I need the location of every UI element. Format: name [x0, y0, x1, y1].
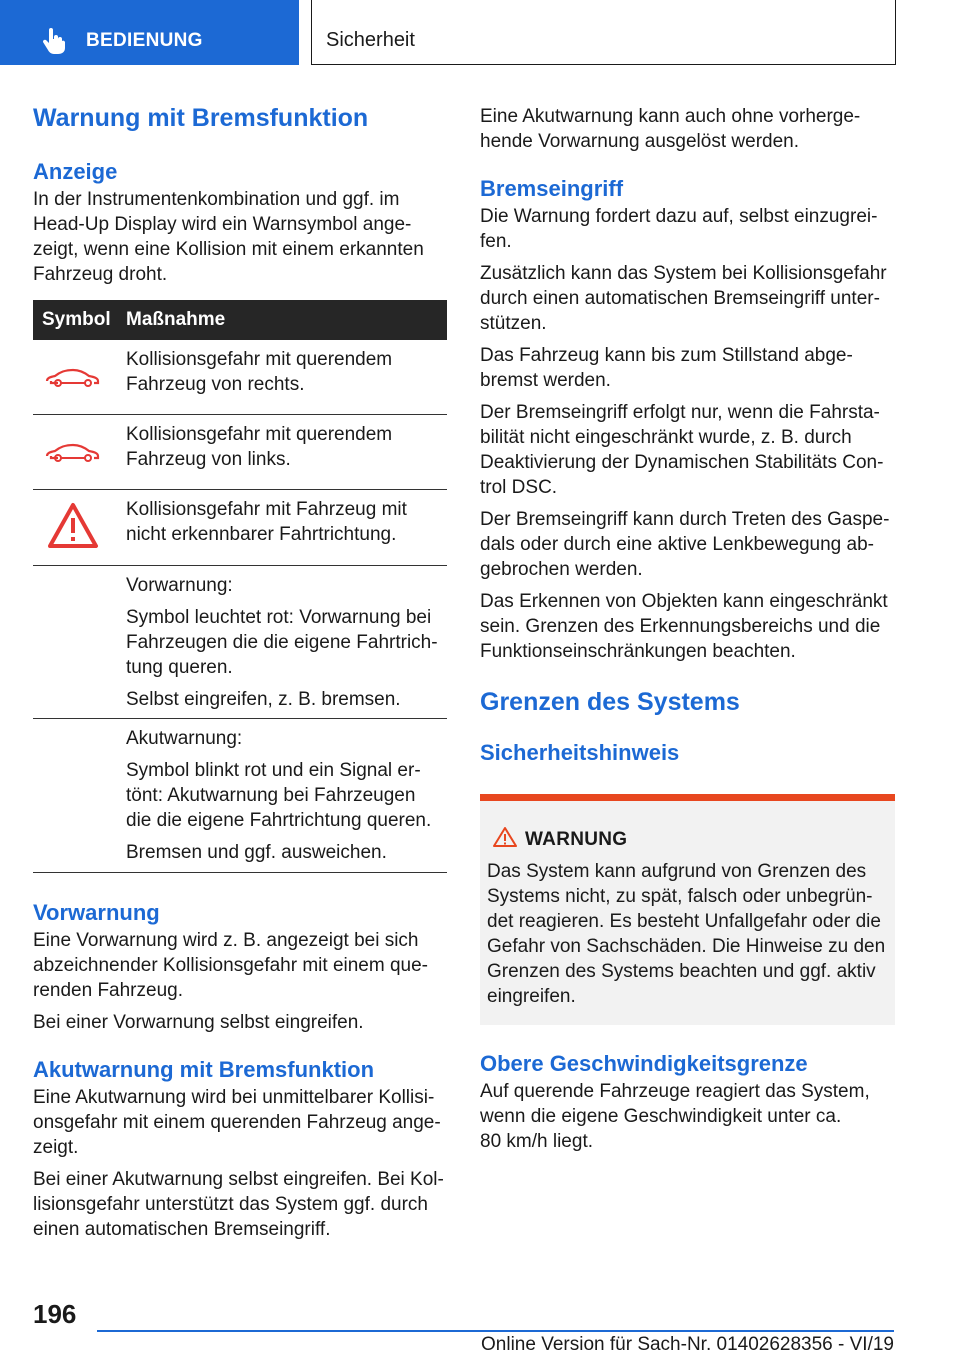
right-column-lower — [480, 1049, 895, 1154]
heading-sicherheitshinweis: Sicherheitshinweis — [480, 740, 680, 765]
table-row — [33, 415, 447, 490]
page-number: 196 — [33, 1299, 77, 1329]
heading-anzeige: Anzeige — [33, 159, 118, 184]
col-massnahme: Maßnahme — [126, 309, 226, 330]
right-column — [480, 104, 895, 768]
section-header — [311, 0, 896, 65]
brems-para-1: Die Warnung fordert dazu auf, selbst einzugrei- fen. — [480, 206, 878, 252]
brems-para-4: Der Bremseingriff erfolgt nur, wenn die Fahrsta- bilität nicht eingeschränkt wurde, z. B. durch Deaktivierung der Dynamischen Stabilitäts Con- trol DSC. — [480, 402, 884, 498]
hand-pointer-icon — [40, 27, 68, 55]
row-text: Akutwarnung: Symbol blinkt rot und ein Signal er- tönt: Akutwarnung bei Fahrzeugen die die eigene Fahrtrichtung queren. Bremsen und ggf. ausweichen. — [126, 728, 432, 863]
table-row — [33, 340, 447, 415]
brems-para-5: Der Bremseingriff kann durch Treten des Gaspe- dals oder durch eine aktive Lenkbewegung ab- gebrochen werden. — [480, 509, 890, 580]
table-header — [33, 300, 447, 340]
heading-grenzen: Grenzen des Systems — [480, 688, 740, 716]
footer-text: Online Version für Sach-Nr. 01402628356 - VI/19 — [481, 1334, 894, 1355]
row-text: Kollisionsgefahr mit querendem Fahrzeug von rechts. — [126, 349, 393, 395]
left-column — [33, 102, 447, 287]
warning-triangle-icon — [492, 826, 518, 848]
col-symbol: Symbol — [42, 309, 111, 330]
car-side-icon — [43, 360, 103, 390]
brems-para-6: Das Erkennen von Objekten kann eingeschränkt sein. Grenzen des Erkennungsbereichs und die Funktionseinschränkungen beachten. — [480, 591, 888, 662]
chapter-label: BEDIENUNG — [86, 30, 203, 51]
car-side-icon — [43, 435, 103, 465]
warning-triangle-icon — [47, 502, 99, 550]
table-row — [33, 719, 447, 873]
page-title: Warnung mit Bremsfunktion — [33, 104, 369, 132]
warning-text: Das System kann aufgrund von Grenzen des Systems nicht, zu spät, falsch oder unbegrün- det reagieren. Es besteht Unfallgefahr oder die Gefahr von Sachschäden. Die Hinweise zu den Grenzen des Systems beachten und ggf. aktiv eingreifen. — [487, 861, 886, 1007]
brems-para-2: Zusätzlich kann das System bei Kollisionsgefahr durch einen automatischen Bremseingriff unter- stützen. — [480, 263, 887, 334]
heading-obere-geschwindigkeit: Obere Geschwindigkeitsgrenze — [480, 1051, 808, 1076]
heading-vorwarnung: Vorwarnung — [33, 900, 160, 925]
akut-text-2: Bei einer Akutwarnung selbst eingreifen. Bei Kol- lisionsgefahr unterstützt das System ggf. durch einen automatischen Bremseingriff. — [33, 1169, 444, 1240]
obere-text: Auf querende Fahrzeuge reagiert das System, wenn die eigene Geschwindigkeit unter ca. 80 km/h liegt. — [480, 1081, 870, 1152]
intro-text: Eine Akutwarnung kann auch ohne vorherge- hende Vorwarnung ausgelöst werden. — [480, 106, 861, 152]
vorwarnung-text: Eine Vorwarnung wird z. B. angezeigt bei sich abzeichnender Kollisionsgefahr mit einem que- renden Fahrzeug. — [33, 930, 429, 1001]
vorwarnung-text-2: Bei einer Vorwarnung selbst eingreifen. — [33, 1012, 364, 1033]
warning-title: WARNUNG — [525, 829, 628, 850]
anzeige-text: In der Instrumentenkombination und ggf. im Head-Up Display wird ein Warnsymbol ange- zeigt, wenn eine Kollision mit einem erkannten Fahrzeug droht. — [33, 189, 424, 285]
row-text: Kollisionsgefahr mit querendem Fahrzeug von links. — [126, 424, 393, 470]
row-text: Kollisionsgefahr mit Fahrzeug mit nicht erkennbarer Fahrtrichtung. — [126, 499, 407, 545]
warning-box — [480, 794, 895, 1025]
brems-para-3: Das Fahrzeug kann bis zum Stillstand abge- bremst werden. — [480, 345, 853, 391]
row-text: Vorwarnung: Symbol leuchtet rot: Vorwarnung bei Fahrzeugen die die eigene Fahrtrich- tung queren. Selbst eingreifen, z. B. bremsen. — [126, 575, 438, 710]
section-title: Sicherheit — [326, 29, 415, 51]
footer-divider — [97, 1330, 894, 1332]
heading-akutwarnung: Akutwarnung mit Bremsfunktion — [33, 1057, 375, 1082]
table-row — [33, 566, 447, 719]
symbol-table — [33, 300, 447, 873]
table-row — [33, 490, 447, 566]
heading-bremseingriff: Bremseingriff — [480, 176, 624, 201]
chapter-tab[interactable] — [0, 0, 299, 65]
akut-text: Eine Akutwarnung wird bei unmittelbarer Kollisi- onsgefahr mit einem querenden Fahrzeug ange- zeigt. — [33, 1087, 441, 1158]
left-column-lower — [33, 898, 447, 1242]
